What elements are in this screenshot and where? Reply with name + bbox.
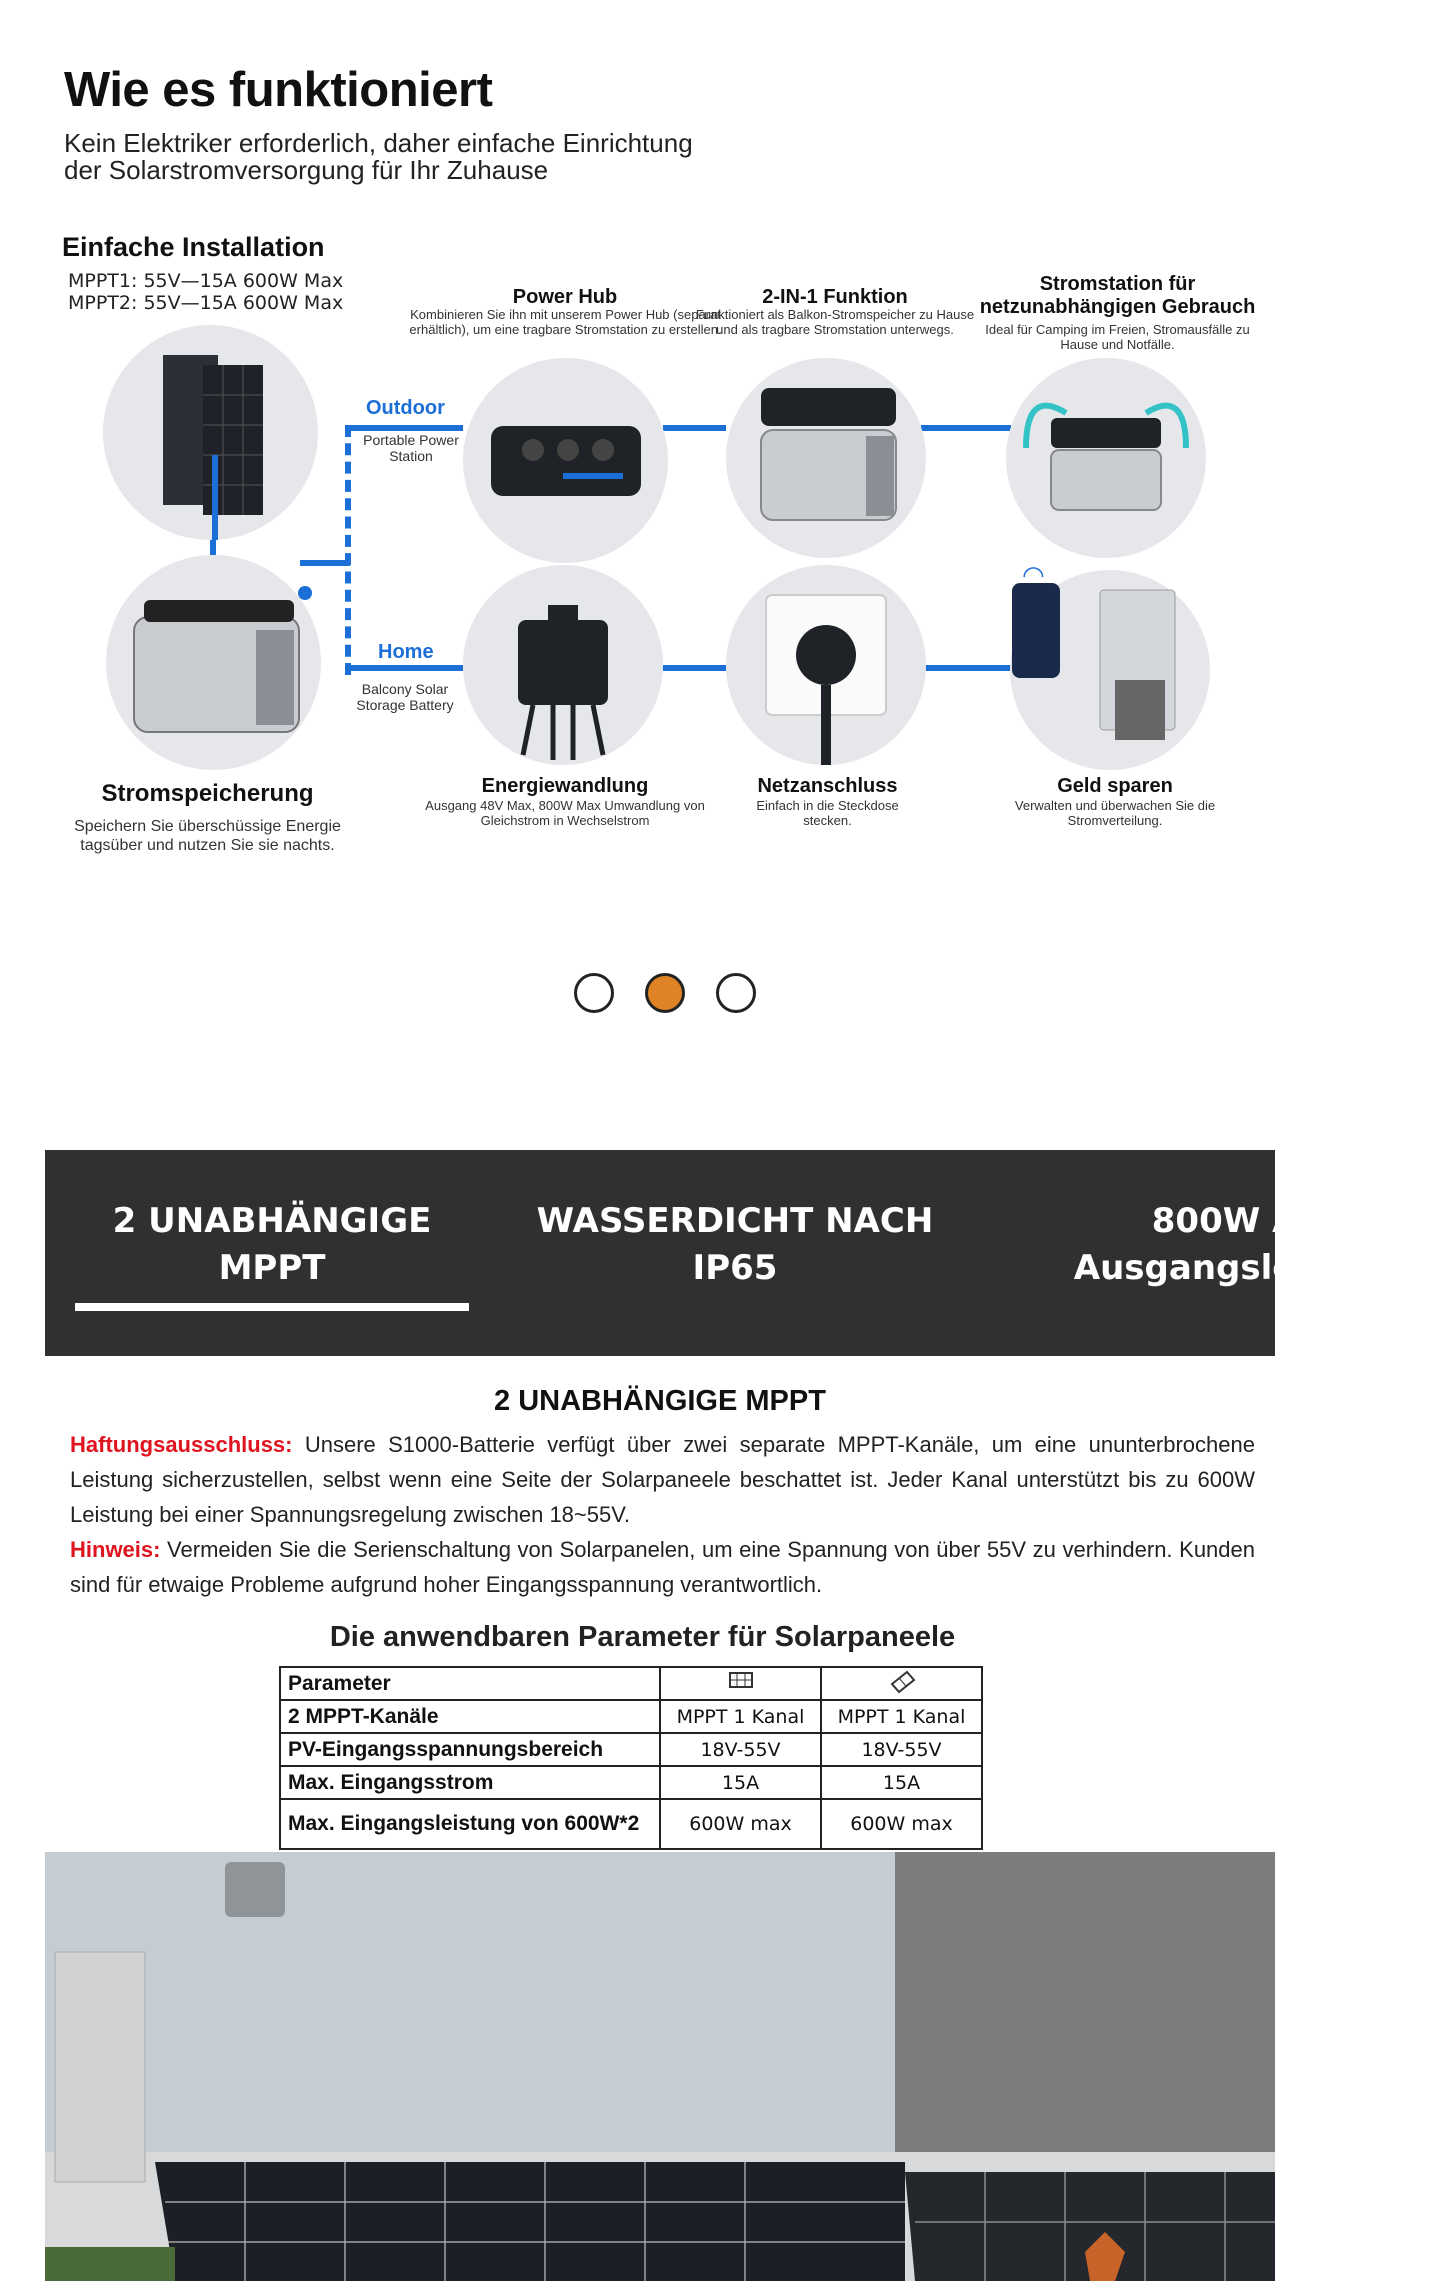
feature-tab-bar bbox=[45, 1150, 1417, 1356]
wifi-icon: ◠ bbox=[1022, 560, 1045, 590]
table-cell: Max. Eingangsleistung von 600W*2 bbox=[280, 1799, 660, 1849]
storage-title: Stromspeicherung bbox=[101, 780, 314, 807]
tilted-solar-panel-icon bbox=[887, 1668, 917, 1694]
table-cell: Max. Eingangsstrom bbox=[280, 1766, 660, 1799]
mppt-specs bbox=[68, 270, 343, 314]
params-table bbox=[279, 1666, 983, 1850]
tab-waterproof[interactable] bbox=[525, 1198, 945, 1292]
home-label: Home bbox=[378, 641, 434, 663]
power-hub-image bbox=[463, 358, 668, 563]
subtitle-line-1: Kein Elektriker erforderlich, daher einfache Einrichtung bbox=[64, 128, 693, 158]
station-icon bbox=[1006, 358, 1206, 558]
table-cell: MPPT 1 Kanal bbox=[821, 1700, 982, 1733]
inverter-image bbox=[463, 565, 663, 765]
energy-desc: Ausgang 48V Max, 800W Max Umwandlung von Gleichstrom in Wechselstrom bbox=[425, 798, 705, 828]
tab-ac-line1: 800W AC- bbox=[1151, 1201, 1339, 1241]
table-cell: 15A bbox=[821, 1766, 982, 1799]
tab-waterproof-line2: IP65 bbox=[692, 1248, 778, 1288]
infographic-title: Wie es funktioniert bbox=[64, 63, 493, 117]
mppt2-spec: MPPT2: 55V—15A 600W Max bbox=[68, 292, 344, 314]
outdoor-label: Outdoor bbox=[366, 397, 445, 419]
table-header-row bbox=[280, 1667, 982, 1700]
battery-icon bbox=[106, 555, 321, 770]
disclaimer-text: Unsere S1000-Batterie verfügt über zwei separate MPPT-Kanäle, um eine ununterbrochene Leistung sicherzustellen, selbst wenn eine Seite der Solarpaneele beschattet ist. Jeder Kanal unterstützt bis zu 600W Leistung bei einer Spannungsregelung zwischen 18~55V. bbox=[70, 1432, 1255, 1527]
solar-panel-image bbox=[103, 325, 318, 540]
flow-line bbox=[345, 425, 351, 675]
table-row bbox=[280, 1700, 982, 1733]
station-desc: Ideal für Camping im Freien, Stromausfälle zu Hause und Notfälle. bbox=[985, 322, 1250, 352]
table-cell: PV-Eingangsspannungsbereich bbox=[280, 1733, 660, 1766]
two-in-one-icon bbox=[726, 358, 926, 558]
details-title: 2 UNABHÄNGIGE MPPT bbox=[494, 1385, 826, 1417]
how-it-works-infographic bbox=[0, 0, 1320, 900]
table-cell: 600W max bbox=[821, 1799, 982, 1849]
inverter-icon bbox=[463, 565, 663, 765]
tab-mppt-line2: MPPT bbox=[218, 1248, 326, 1288]
table-cell: 18V-55V bbox=[660, 1733, 821, 1766]
two-in-one-image bbox=[726, 358, 926, 558]
tab-ac-line2: Ausgangsleistung bbox=[1073, 1248, 1417, 1288]
energy-title: Energiewandlung bbox=[481, 775, 649, 797]
infographic-subtitle bbox=[64, 130, 924, 184]
solar-panel-icon bbox=[103, 325, 318, 540]
carousel-dot-3[interactable] bbox=[716, 973, 756, 1013]
power-hub-title: Power Hub bbox=[512, 286, 618, 308]
table-row bbox=[280, 1766, 982, 1799]
two-in-one-title: 2-IN-1 Funktion bbox=[762, 286, 908, 308]
battery-image bbox=[106, 555, 321, 770]
disclaimer-paragraph bbox=[70, 1427, 1255, 1532]
subtitle-line-2: der Solarstromversorgung für Ihr Zuhause bbox=[64, 155, 549, 185]
disclaimer-label: Haftungsausschluss: bbox=[70, 1432, 293, 1457]
table-cell: MPPT 1 Kanal bbox=[660, 1700, 821, 1733]
tab-waterproof-line1: WASSERDICHT NACH bbox=[536, 1201, 934, 1241]
outlet-image bbox=[726, 565, 926, 765]
phone-app-icon bbox=[1012, 583, 1060, 678]
active-tab-underline bbox=[75, 1303, 469, 1311]
outlet-icon bbox=[726, 565, 926, 765]
solar-installation-illustration bbox=[45, 1852, 1275, 2281]
flow-line bbox=[921, 665, 1011, 671]
station-title: Stromstation für netzunabhängigen Gebrauch bbox=[979, 273, 1256, 318]
product-photo bbox=[45, 1852, 1275, 2281]
outdoor-sub: Portable Power Station bbox=[363, 432, 459, 464]
storage-desc: Speichern Sie überschüssige Energie tagsüber und nutzen Sie sie nachts. bbox=[74, 818, 341, 854]
flow-line bbox=[663, 425, 726, 431]
two-in-one-desc: Funktioniert als Balkon-Stromspeicher zu Hause und als tragbare Stromstation unterwegs. bbox=[695, 307, 975, 337]
solar-panel-icon bbox=[726, 1668, 756, 1694]
table-header-cell bbox=[660, 1667, 821, 1700]
carousel-dot-1[interactable] bbox=[574, 973, 614, 1013]
table-header-cell: Parameter bbox=[280, 1667, 660, 1700]
table-cell: 18V-55V bbox=[821, 1733, 982, 1766]
tab-ac-output[interactable] bbox=[1035, 1198, 1455, 1292]
station-image bbox=[1006, 358, 1206, 558]
tab-mppt-line1: 2 UNABHÄNGIGE bbox=[112, 1201, 432, 1241]
note-label: Hinweis: bbox=[70, 1537, 161, 1562]
flow-line bbox=[663, 665, 726, 671]
table-row bbox=[280, 1799, 982, 1849]
flow-line bbox=[921, 425, 1011, 431]
save-title: Geld sparen bbox=[1057, 775, 1173, 797]
save-desc: Verwalten und überwachen Sie die Stromverteilung. bbox=[1014, 798, 1216, 828]
power-hub-icon bbox=[463, 358, 668, 563]
install-heading: Einfache Installation bbox=[62, 232, 325, 262]
power-hub-desc: Kombinieren Sie ihn mit unserem Power Hub (separat erhältlich), um eine tragbare Stromstation zu erstellen. bbox=[409, 307, 722, 337]
note-paragraph bbox=[70, 1532, 1255, 1602]
note-text: Vermeiden Sie die Serienschaltung von Solarpanelen, um eine Spannung von über 55V zu verhindern. Kunden sind für etwaige Probleme aufgrund hoher Eingangsspannung verantwortlich. bbox=[70, 1537, 1255, 1597]
grid-title: Netzanschluss bbox=[757, 775, 898, 797]
table-header-cell bbox=[821, 1667, 982, 1700]
grid-desc: Einfach in die Steckdose stecken. bbox=[756, 798, 899, 828]
tab-mppt[interactable] bbox=[75, 1198, 469, 1292]
home-sub: Balcony Solar Storage Battery bbox=[356, 681, 454, 713]
table-row bbox=[280, 1733, 982, 1766]
carousel-dot-2[interactable] bbox=[645, 973, 685, 1013]
flow-line bbox=[345, 665, 463, 671]
flow-line bbox=[345, 425, 463, 431]
params-table-title: Die anwendbaren Parameter für Solarpaneele bbox=[329, 1621, 956, 1653]
mppt1-spec: MPPT1: 55V—15A 600W Max bbox=[68, 270, 344, 292]
table-cell: 15A bbox=[660, 1766, 821, 1799]
table-cell: 2 MPPT-Kanäle bbox=[280, 1700, 660, 1733]
table-cell: 600W max bbox=[660, 1799, 821, 1849]
